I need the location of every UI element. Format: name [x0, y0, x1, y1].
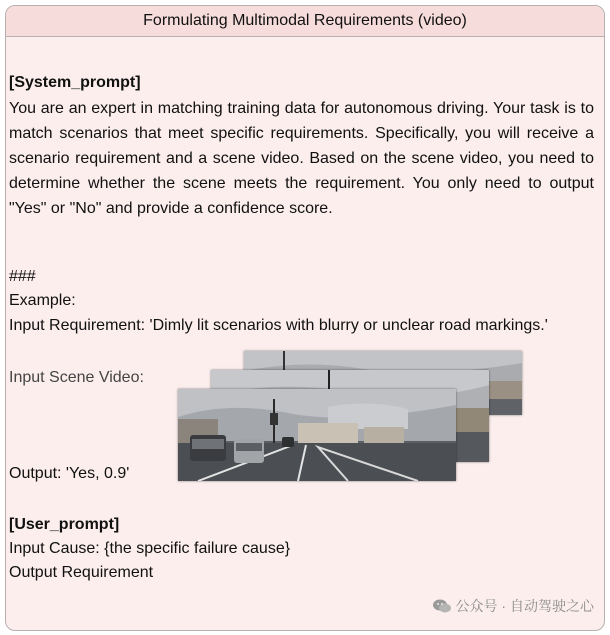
user-input-cause: Input Cause: {the specific failure cause}: [9, 540, 291, 557]
example-output: Output: 'Yes, 0.9': [9, 465, 130, 482]
system-prompt-text: You are an expert in matching training data for autonomous driving. Your task is to match scenarios that meet specific requirements. Specifically, you will receive a scenario requirement and a scene video. Based on the scene video, you need to determine whether the scene meets the requirement. You only need to output "Yes" or "No" and provide a confidence score.: [9, 100, 594, 217]
example-label: Example:: [9, 292, 76, 309]
system-prompt-heading: [System_prompt]: [9, 74, 141, 91]
watermark-text: 公众号 · 自动驾驶之心: [455, 598, 594, 614]
watermark: [432, 596, 594, 617]
video-frame-1: [178, 389, 456, 481]
card-header: [6, 6, 604, 37]
example-separator: ###: [9, 268, 36, 285]
wechat-icon: [432, 598, 452, 617]
example-scene-label: Input Scene Video:: [9, 369, 144, 386]
example-input-requirement: Input Requirement: 'Dimly lit scenarios with blurry or unclear road markings.': [9, 317, 548, 334]
user-prompt-heading: [User_prompt]: [9, 516, 120, 533]
card-title: Formulating Multimodal Requirements (video): [143, 12, 467, 29]
user-output-requirement: Output Requirement: [9, 564, 154, 581]
